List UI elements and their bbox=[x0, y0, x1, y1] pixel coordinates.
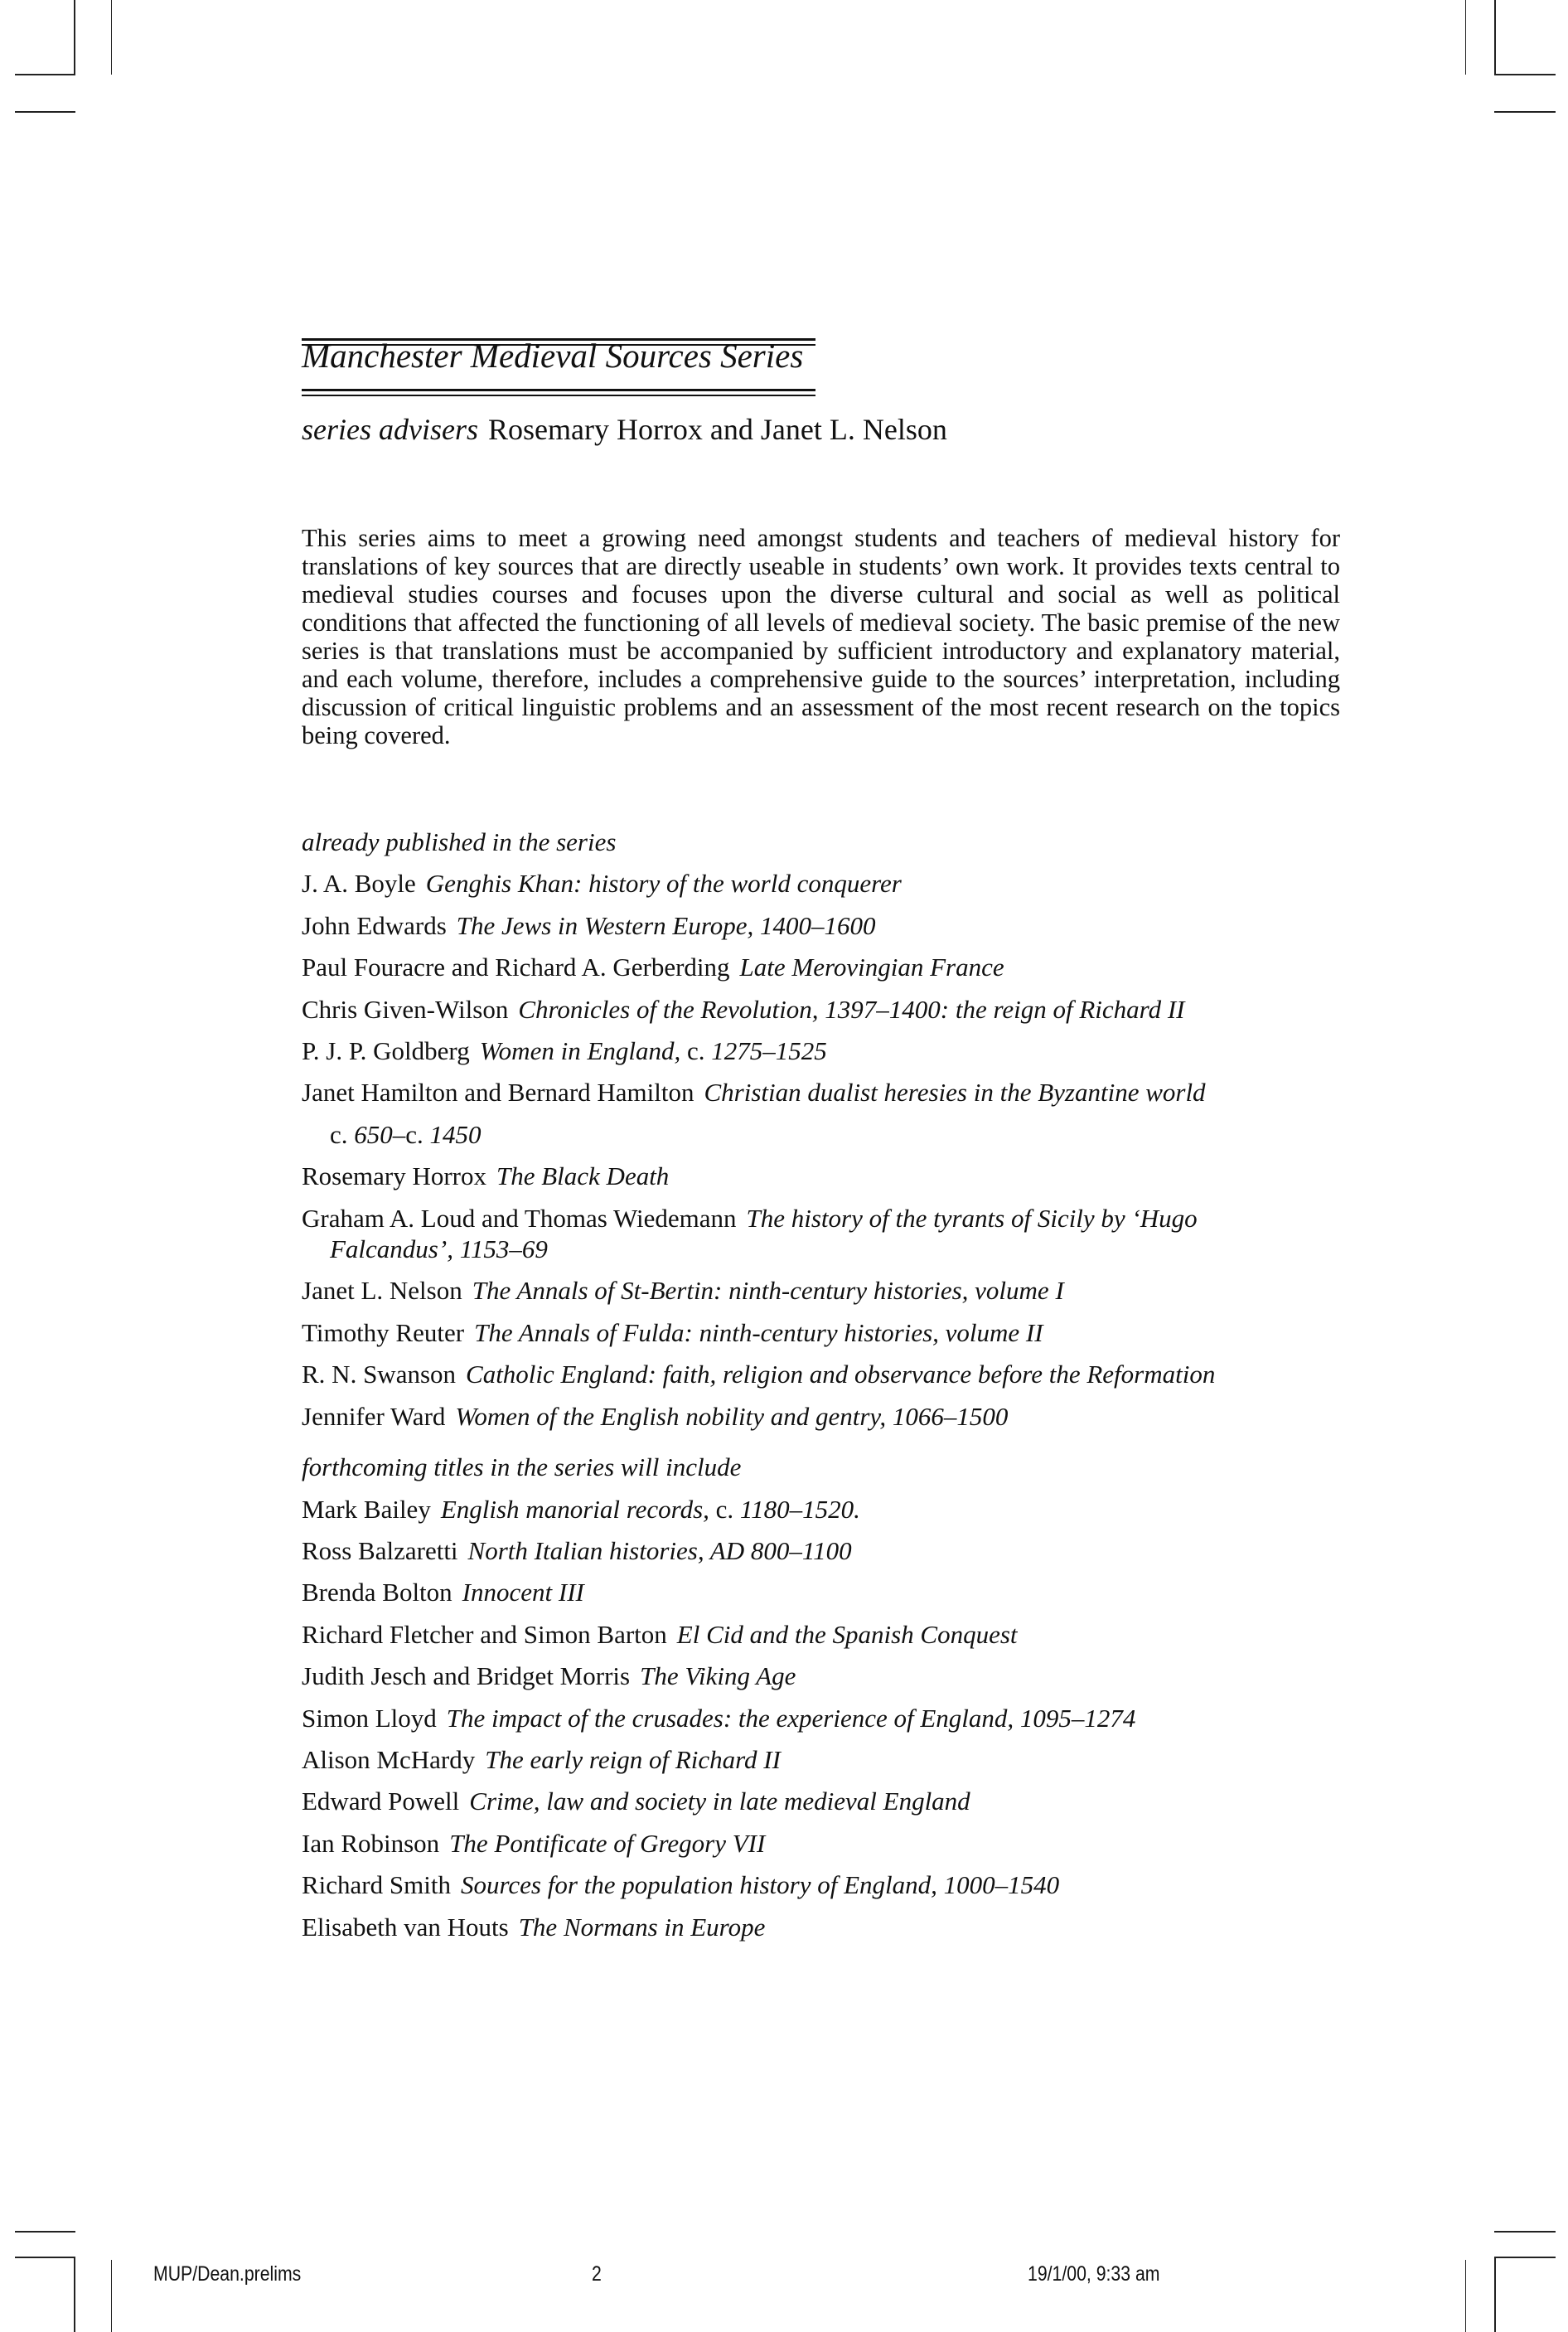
book-author: Alison McHardy bbox=[302, 1744, 476, 1774]
crop-mark bbox=[1494, 74, 1556, 75]
book-title-part: English manorial records, bbox=[440, 1494, 709, 1524]
list-item bbox=[302, 1698, 1379, 1739]
book-author: Richard Smith bbox=[302, 1870, 451, 1900]
advisers-names: Rosemary Horrox and Janet L. Nelson bbox=[487, 413, 947, 446]
list-item bbox=[302, 1864, 1379, 1906]
book-title bbox=[468, 1536, 852, 1565]
book-title-part: The Black Death bbox=[496, 1161, 670, 1191]
bottom-rule-thick bbox=[302, 389, 815, 391]
book-title-part: c. bbox=[709, 1494, 740, 1524]
book-author: Judith Jesch and Bridget Morris bbox=[302, 1661, 631, 1691]
book-author: Chris Given-Wilson bbox=[302, 994, 509, 1024]
book-author: Simon Lloyd bbox=[302, 1703, 437, 1733]
book-title-part: Genghis Khan: history of the world conquerer bbox=[425, 869, 902, 899]
book-title-part: Sources for the population history of England, 1000–1540 bbox=[460, 1870, 1060, 1900]
list-item bbox=[302, 1270, 1379, 1311]
book-author: Janet Hamilton and Bernard Hamilton bbox=[302, 1078, 694, 1108]
list-item bbox=[302, 989, 1379, 1030]
book-author: Edward Powell bbox=[302, 1787, 460, 1816]
book-title-part: Falcandus’, 1153–69 bbox=[330, 1234, 548, 1264]
book-title bbox=[457, 911, 876, 940]
crop-mark bbox=[74, 0, 75, 75]
list-item bbox=[302, 1489, 1379, 1530]
list-item bbox=[302, 1656, 1379, 1697]
book-title bbox=[519, 1913, 766, 1942]
crop-mark bbox=[15, 111, 75, 113]
crop-mark bbox=[15, 2231, 75, 2233]
book-author: Brenda Bolton bbox=[302, 1578, 452, 1607]
book-title-part: The impact of the crusades: the experience of England, 1095–1274 bbox=[446, 1703, 1136, 1733]
book-title bbox=[518, 995, 1184, 1024]
book-title-part: 1275–1525 bbox=[711, 1036, 827, 1066]
list-item bbox=[302, 863, 1379, 904]
book-title bbox=[426, 869, 902, 898]
book-author: Rosemary Horrox bbox=[302, 1161, 486, 1191]
series-title: Manchester Medieval Sources Series bbox=[302, 337, 804, 375]
list-item bbox=[302, 1907, 1379, 1948]
book-author: Richard Fletcher and Simon Barton bbox=[302, 1619, 667, 1649]
book-author: Paul Fouracre and Richard A. Gerberding bbox=[302, 953, 730, 982]
book-title bbox=[441, 1495, 860, 1524]
book-title bbox=[474, 1318, 1043, 1347]
list-item bbox=[302, 1072, 1379, 1113]
book-title-part: 650 bbox=[354, 1119, 393, 1149]
book-title-part: The Viking Age bbox=[640, 1661, 796, 1691]
book-title-part: Crime, law and society in late medieval England bbox=[469, 1787, 970, 1816]
list-item bbox=[302, 1739, 1379, 1781]
book-title-part: North Italian histories, AD 800–1100 bbox=[467, 1535, 852, 1565]
section-heading: already published in the series bbox=[302, 827, 617, 856]
advisers-label: series advisers bbox=[302, 413, 478, 446]
list-item bbox=[302, 947, 1379, 988]
book-title-part: The Normans in Europe bbox=[518, 1912, 766, 1942]
book-title bbox=[740, 953, 1004, 982]
list-item bbox=[302, 1396, 1379, 1438]
book-title-part: c. bbox=[680, 1036, 712, 1066]
book-title bbox=[480, 1036, 827, 1065]
book-title bbox=[677, 1620, 1018, 1649]
crop-mark bbox=[15, 74, 75, 75]
crop-mark bbox=[74, 2257, 75, 2332]
book-author: Timothy Reuter bbox=[302, 1317, 465, 1347]
list-item bbox=[302, 1823, 1379, 1864]
book-title-part: El Cid and the Spanish Conquest bbox=[676, 1619, 1018, 1649]
book-author: P. J. P. Goldberg bbox=[302, 1036, 470, 1066]
book-title-part: Catholic England: faith, religion and observance before the Reformation bbox=[466, 1360, 1216, 1389]
series-advisers bbox=[302, 411, 947, 448]
crop-mark bbox=[111, 2260, 112, 2332]
series-description: This series aims to meet a growing need amongst students and teachers of medieval history for translations of key sources that are directly useable in students’ own work. It provides texts central to medieval studies courses and focuses upon the diverse cultural and social as well as political conditions that affected the functioning of all levels of medieval society. The basic premise of the new series is that translations must be accompanied by sufficient introductory and explanatory material, and each volume, therefore, includes a comprehensive guide to the sources’ interpretation, including discussion of critical linguistic problems and an assessment of the most recent research on the topics being covered. bbox=[302, 524, 1340, 749]
list-item bbox=[302, 1030, 1379, 1072]
book-title-part: Women of the English nobility and gentry, 1066–1500 bbox=[455, 1401, 1009, 1431]
crop-mark bbox=[1494, 2257, 1496, 2332]
book-author: Ross Balzaretti bbox=[302, 1535, 458, 1565]
book-title-part: 1450 bbox=[429, 1119, 482, 1149]
crop-mark bbox=[15, 2257, 75, 2258]
list-item bbox=[302, 1614, 1379, 1656]
book-title-part: The Pontificate of Gregory VII bbox=[449, 1828, 766, 1858]
book-title bbox=[704, 1078, 1206, 1107]
book-title-part: Women in England, bbox=[479, 1036, 681, 1066]
book-author: Graham A. Loud and Thomas Wiedemann bbox=[302, 1203, 737, 1233]
book-title bbox=[747, 1204, 1198, 1233]
list-item bbox=[302, 1156, 1379, 1197]
titles-list bbox=[302, 822, 1379, 1948]
book-author: Ian Robinson bbox=[302, 1828, 440, 1858]
book-title-part: The early reign of Richard II bbox=[485, 1744, 781, 1774]
book-title bbox=[447, 1704, 1136, 1733]
book-title bbox=[485, 1745, 781, 1774]
list-item bbox=[302, 1354, 1379, 1395]
list-item bbox=[302, 905, 1379, 947]
crop-mark bbox=[1465, 2260, 1466, 2332]
book-title bbox=[461, 1870, 1059, 1899]
book-title-part: The Annals of St-Bertin: ninth-century histories, volume I bbox=[472, 1276, 1064, 1306]
crop-mark bbox=[1465, 0, 1466, 75]
book-author: Janet L. Nelson bbox=[302, 1276, 462, 1306]
section-heading: forthcoming titles in the series will include bbox=[302, 1452, 742, 1482]
book-title-part: c. bbox=[330, 1119, 355, 1149]
book-title bbox=[640, 1661, 796, 1690]
crop-mark bbox=[1494, 2257, 1556, 2258]
book-title-part: Christian dualist heresies in the Byzantine world bbox=[704, 1078, 1206, 1108]
list-item bbox=[302, 1530, 1379, 1572]
list-item bbox=[302, 1312, 1379, 1354]
book-title bbox=[455, 1402, 1008, 1431]
book-title bbox=[466, 1360, 1215, 1389]
list-item bbox=[302, 1781, 1379, 1822]
book-title-part: Late Merovingian France bbox=[739, 953, 1004, 982]
crop-mark bbox=[1494, 111, 1556, 113]
footer-filename: MUP/Dean.prelims bbox=[153, 2262, 302, 2286]
book-author: Mark Bailey bbox=[302, 1494, 431, 1524]
book-author: J. A. Boyle bbox=[302, 869, 416, 899]
book-author: Jennifer Ward bbox=[302, 1401, 446, 1431]
book-title bbox=[462, 1578, 584, 1607]
book-author: R. N. Swanson bbox=[302, 1360, 457, 1389]
book-title bbox=[449, 1829, 765, 1858]
crop-mark bbox=[111, 0, 112, 75]
footer-page-number: 2 bbox=[592, 2262, 602, 2286]
book-title-part: The Annals of Fulda: ninth-century histories, volume II bbox=[474, 1317, 1043, 1347]
book-author: Elisabeth van Houts bbox=[302, 1912, 509, 1942]
list-item-continuation bbox=[302, 1114, 1379, 1156]
book-title bbox=[472, 1276, 1064, 1305]
book-title-part: The Jews in Western Europe, 1400–1600 bbox=[456, 910, 876, 940]
crop-mark bbox=[1494, 2231, 1556, 2233]
book-title bbox=[469, 1787, 970, 1816]
book-title-part: 1180–1520. bbox=[739, 1494, 860, 1524]
book-title-part: The history of the tyrants of Sicily by ‘Hugo bbox=[746, 1203, 1198, 1233]
book-author: John Edwards bbox=[302, 910, 447, 940]
bottom-rule-thin bbox=[302, 395, 815, 396]
book-title-part: Chronicles of the Revolution, 1397–1400: the reign of Richard II bbox=[518, 994, 1185, 1024]
crop-mark bbox=[1494, 0, 1496, 75]
footer-timestamp: 19/1/00, 9:33 am bbox=[1028, 2262, 1160, 2286]
list-item bbox=[302, 1572, 1379, 1613]
book-title-part: Innocent III bbox=[462, 1578, 584, 1607]
book-title bbox=[496, 1161, 669, 1190]
book-title-part: –c. bbox=[392, 1119, 430, 1149]
